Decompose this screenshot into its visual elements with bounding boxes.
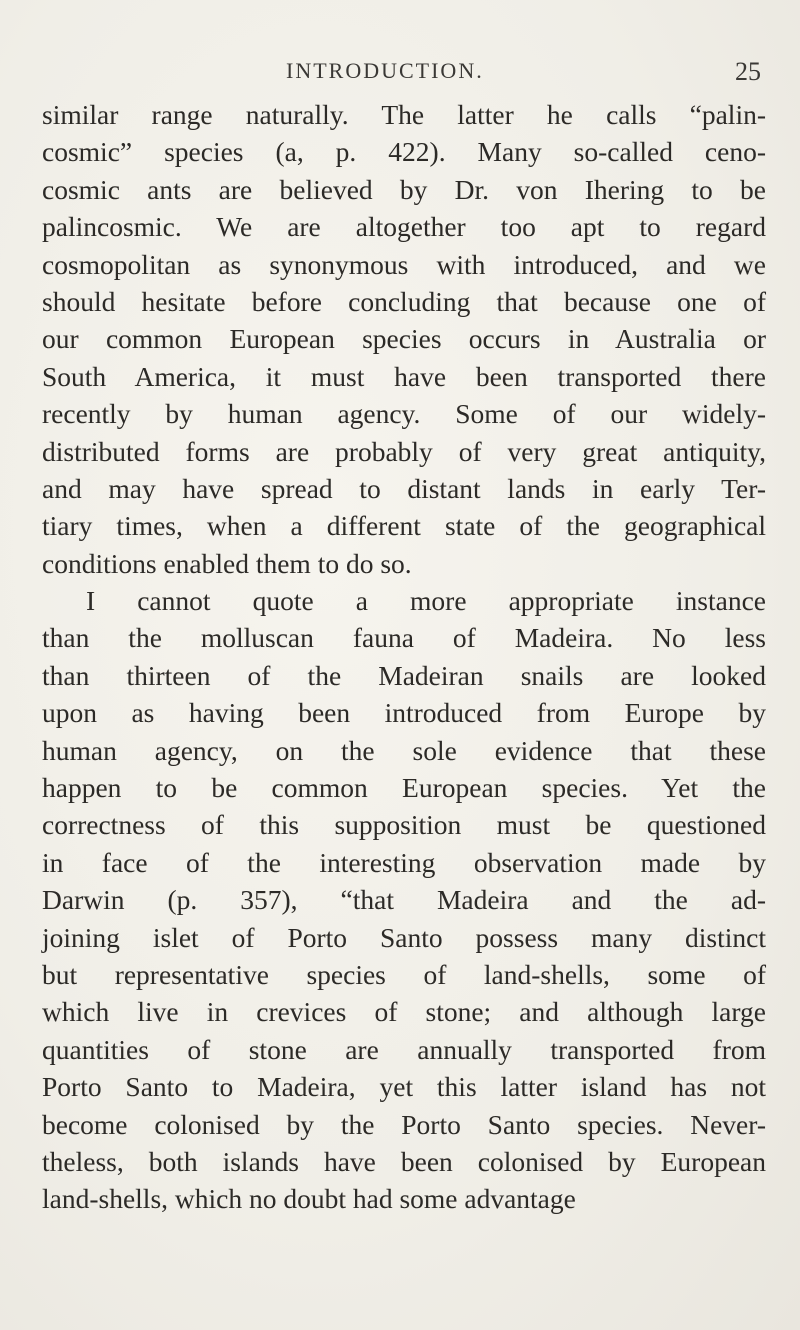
- text-line: joining islet of Porto Santo possess many distinct: [42, 921, 766, 953]
- text-line: cosmopolitan as synonymous with introduced, and we: [42, 248, 766, 280]
- text-line: I cannot quote a more appropriate instance: [86, 585, 766, 617]
- text-line: should hesitate before concluding that because one of: [42, 285, 766, 317]
- text-line: land-shells, which no doubt had some advantage: [42, 1183, 576, 1215]
- text-line: than thirteen of the Madeiran snails are looked: [42, 659, 766, 691]
- text-line: but representative species of land-shells, some of: [42, 958, 766, 990]
- text-line: quantities of stone are annually transported from: [42, 1033, 766, 1065]
- text-line: theless, both islands have been colonised by European: [42, 1145, 766, 1177]
- text-line: Darwin (p. 357), “that Madeira and the ad-: [42, 884, 766, 916]
- text-line: cosmic ants are believed by Dr. von Ihering to be: [42, 173, 766, 205]
- text-line: correctness of this supposition must be questioned: [42, 809, 766, 841]
- text-line: recently by human agency. Some of our widely-: [42, 398, 766, 430]
- text-line: Porto Santo to Madeira, yet this latter island has not: [42, 1071, 766, 1103]
- text-line: which live in crevices of stone; and although large: [42, 996, 766, 1028]
- text-line: conditions enabled them to do so.: [42, 547, 412, 579]
- page-number: 25: [735, 57, 761, 86]
- text-line: and may have spread to distant lands in early Ter-: [42, 472, 766, 504]
- text-line: happen to be common European species. Yet the: [42, 772, 766, 804]
- text-line: similar range naturally. The latter he calls “palin-: [42, 99, 766, 130]
- text-line: South America, it must have been transported there: [42, 360, 766, 392]
- text-line: than the molluscan fauna of Madeira. No less: [42, 622, 766, 654]
- text-line: tiary times, when a different state of the geographical: [42, 510, 766, 542]
- running-head: INTRODUCTION.: [286, 58, 484, 83]
- text-line: become colonised by the Porto Santo species. Never-: [42, 1108, 766, 1140]
- text-line: human agency, on the sole evidence that these: [42, 734, 766, 766]
- text-line: cosmic” species (a, p. 422). Many so-called ceno-: [42, 136, 766, 168]
- text-line: palincosmic. We are altogether too apt to regard: [42, 211, 766, 243]
- body-text: [42, 96, 766, 1218]
- page-header: [0, 58, 800, 92]
- text-line: in face of the interesting observation made by: [42, 846, 766, 878]
- text-line: our common European species occurs in Australia or: [42, 323, 766, 355]
- text-line: upon as having been introduced from Europe by: [42, 697, 766, 729]
- text-line: distributed forms are probably of very great antiquity,: [42, 435, 766, 467]
